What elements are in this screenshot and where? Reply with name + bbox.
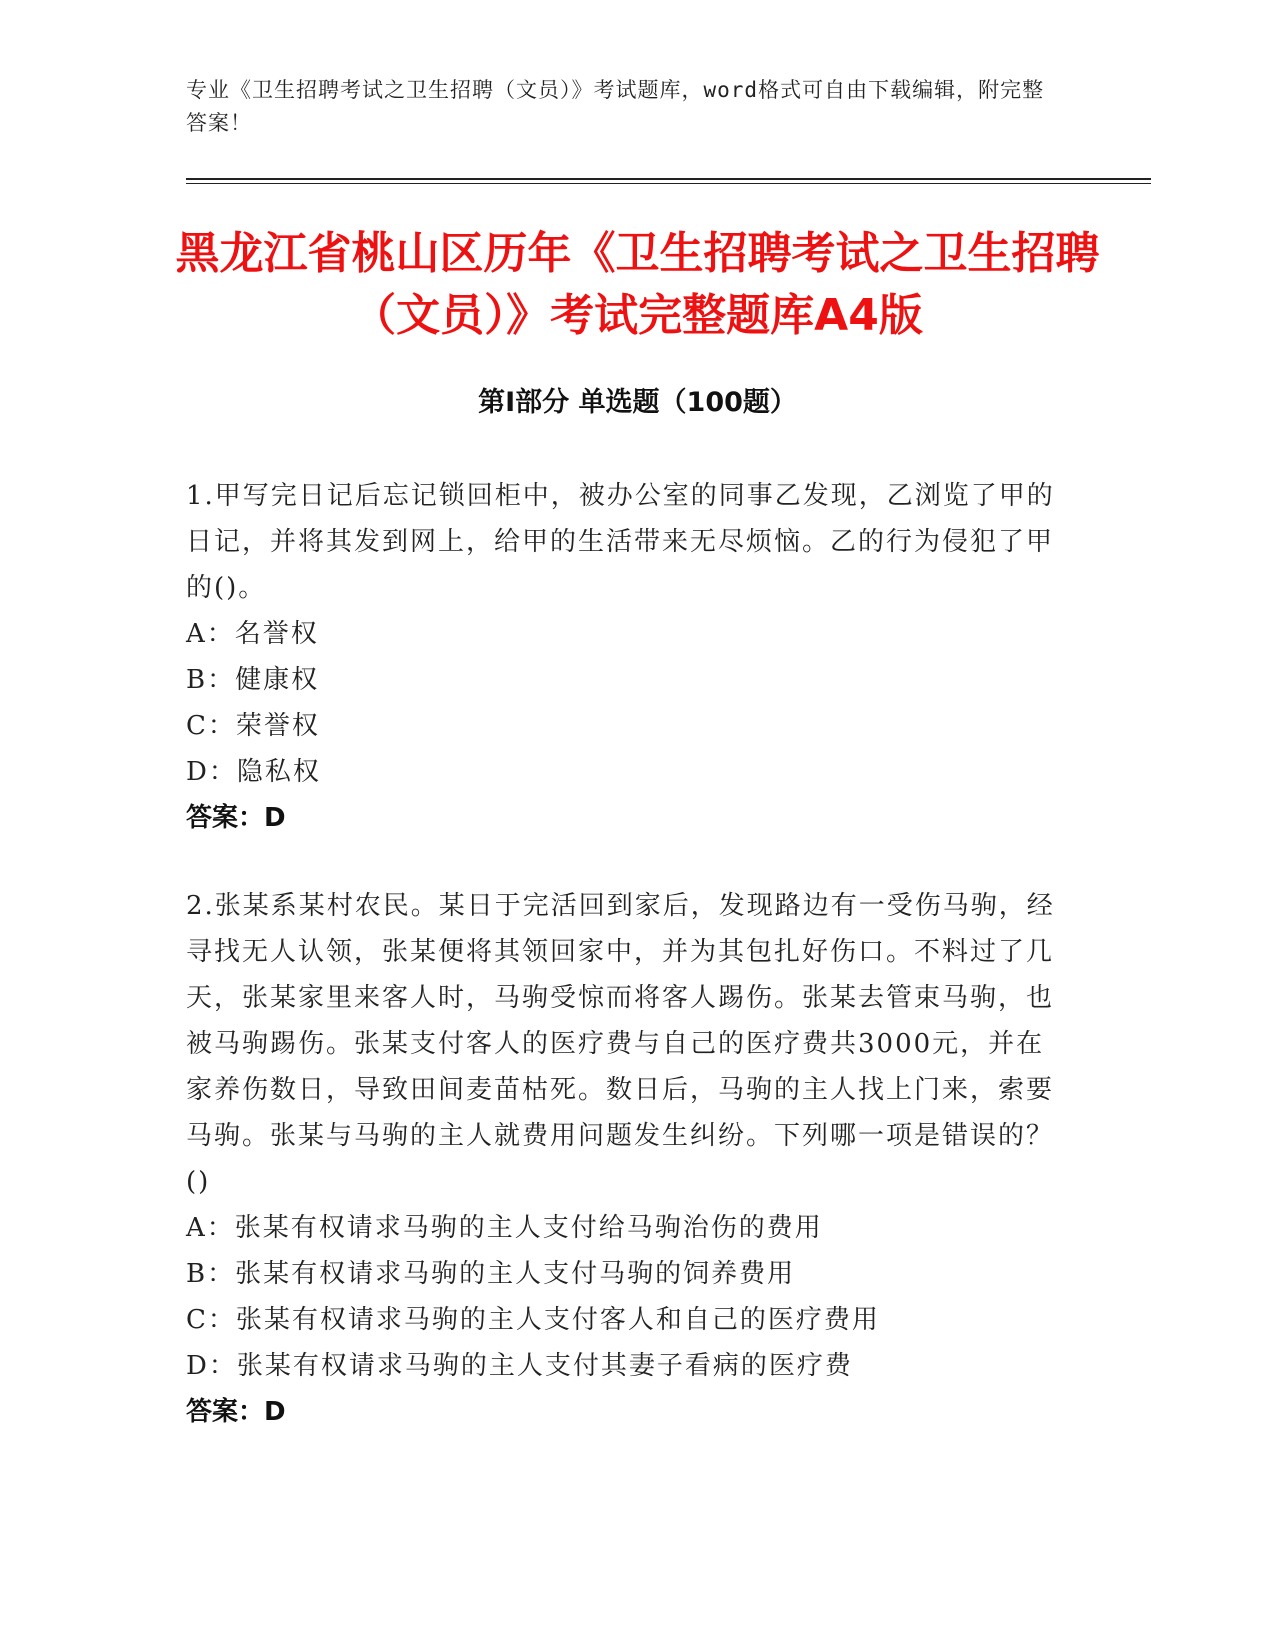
option-b: B：健康权 xyxy=(186,665,320,695)
option-d: D：隐私权 xyxy=(186,757,321,787)
section-heading: 第I部分 单选题（100题） xyxy=(478,387,797,418)
question-stem: 2.张某系某村农民。某日于完活回到家后，发现路边有一受伤马驹，经寻找无人认领，张某便将其领回家中，并为其包扎好伤口。不料过了几天，张某家里来客人时，马驹受惊而将客人踢伤。张某去管束马驹，也被马驹踢伤。张某支付客人的医疗费与自己的医疗费共3000元，并在家养伤数日，导致田间麦苗枯死。数日后，马驹的主人找上门来，索要马驹。张某与马驹的主人就费用问题发生纠纷。下列哪一项是错误的？() xyxy=(186,891,1055,1197)
header-note: 专业《卫生招聘考试之卫生招聘（文员）》考试题库，word格式可自由下载编辑，附完整答案！ xyxy=(186,78,1045,135)
header-divider-thick xyxy=(186,178,1151,180)
question-stem: 1.甲写完日记后忘记锁回柜中，被办公室的同事乙发现，乙浏览了甲的日记，并将其发到网上，给甲的生活带来无尽烦恼。乙的行为侵犯了甲的()。 xyxy=(186,481,1055,603)
answer-label: 答案：D xyxy=(186,803,286,833)
option-a: A：名誉权 xyxy=(186,619,319,649)
question-1 xyxy=(186,473,1066,841)
option-b: B：张某有权请求马驹的主人支付马驹的饲养费用 xyxy=(186,1259,796,1289)
answer-label: 答案：D xyxy=(186,1397,286,1427)
option-c: C：张某有权请求马驹的主人支付客人和自己的医疗费用 xyxy=(186,1305,880,1335)
document-title: 黑龙江省桃山区历年《卫生招聘考试之卫生招聘（文员）》考试完整题库A4版 xyxy=(175,228,1100,341)
question-2 xyxy=(186,883,1066,1435)
option-c: C：荣誉权 xyxy=(186,711,320,741)
option-d: D：张某有权请求马驹的主人支付其妻子看病的医疗费 xyxy=(186,1351,853,1381)
option-a: A：张某有权请求马驹的主人支付给马驹治伤的费用 xyxy=(186,1213,823,1243)
header-divider-thin xyxy=(186,183,1151,184)
